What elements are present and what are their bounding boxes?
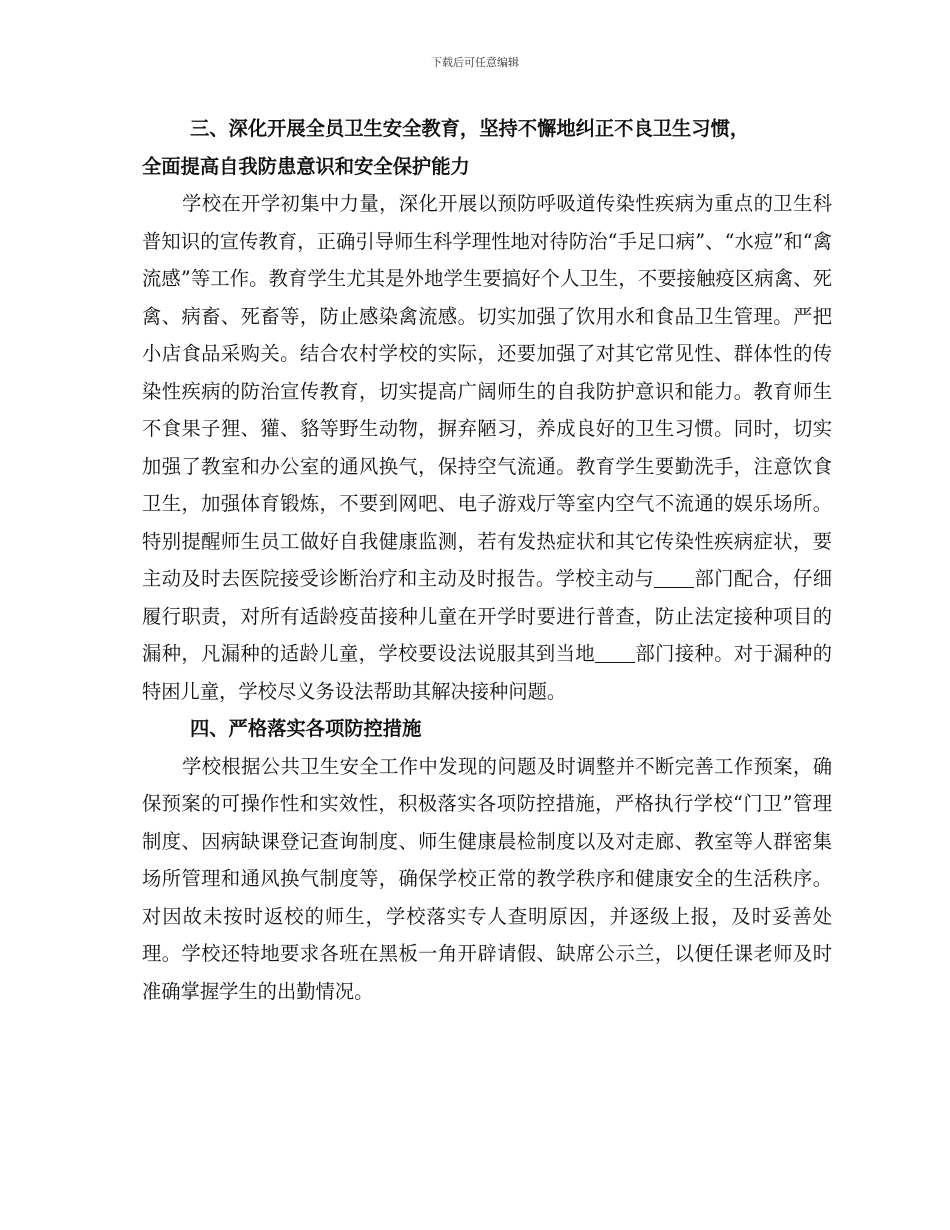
document-body — [142, 110, 832, 1010]
section3-text-b: 部门配合，仔细履行职责，对所有适龄疫苗接种儿童在开学时要进行普查，防止法定接种项目的漏种，凡漏种的适龄儿童，学校要设法说服其到当地 — [142, 567, 833, 665]
section3-text-c: 部门接种。对于漏种的特困儿童，学校尽义务设法帮助其解决接种问题。 — [142, 642, 833, 703]
header-note: 下载后可任意编辑 — [431, 56, 519, 69]
section3-text-a: 学校在开学初集中力量，深化开展以预防呼吸道传染性疾病为重点的卫生科普知识的宣传教育，正确引导师生科学理性地对待防治“手足口病”、“水痘”和“禽流感”等工作。教育学生尤其是外地学生要搞好个人卫生，不要接触疫区病禽、死禽、病畜、死畜等，防止感染禽流感。切实加强了饮用水和食品卫生管理。严把小店食品采购关。结合农村学校的实际，还要加强了对其它常见性、群体性的传染性疾病的防治宣传教育，切实提高广阔师生的自我防护意识和能力。教育师生不食果子狸、獾、貉等野生动物，摒弃陋习，养成良好的卫生习惯。同时，切实加强了教室和办公室的通风换气，保持空气流通。教育学生要勤洗手，注意饮食卫生，加强体育锻炼，不要到网吧、电子游戏厅等室内空气不流通的娱乐场所。特别提醒师生员工做好自我健康监测，若有发热症状和其它传染性疾病症状，要主动及时去医院接受诊断治疗和主动及时报告。学校主动与 — [142, 192, 832, 590]
section4-paragraph: 学校根据公共卫生安全工作中发现的问题及时调整并不断完善工作预案，确保预案的可操作性和实效性，积极落实各项防控措施，严格执行学校“门卫”管理制度、因病缺课登记查询制度、师生健康晨检制度以及对走廊、教室等人群密集场所管理和通风换气制度等，确保学校正常的教学秩序和健康安全的生活秩序。对因故未按时返校的师生，学校落实专人查明原因，并逐级上报，及时妥善处理。学校还特地要求各班在黑板一角开辟请假、缺席公示兰，以便任课老师及时准确掌握学生的出勤情况。 — [142, 754, 832, 1003]
blank-underline-2 — [595, 643, 635, 663]
blank-underline-1 — [654, 568, 694, 588]
section3-heading-line2: 全面提高自我防患意识和安全保护能力 — [142, 154, 470, 178]
section3-heading-line1: 三、深化开展全员卫生安全教育，坚持不懈地纠正不良卫生习惯， — [190, 117, 750, 140]
section4-heading: 四、严格落实各项防控措施 — [190, 717, 422, 740]
section3-paragraph — [142, 185, 832, 710]
